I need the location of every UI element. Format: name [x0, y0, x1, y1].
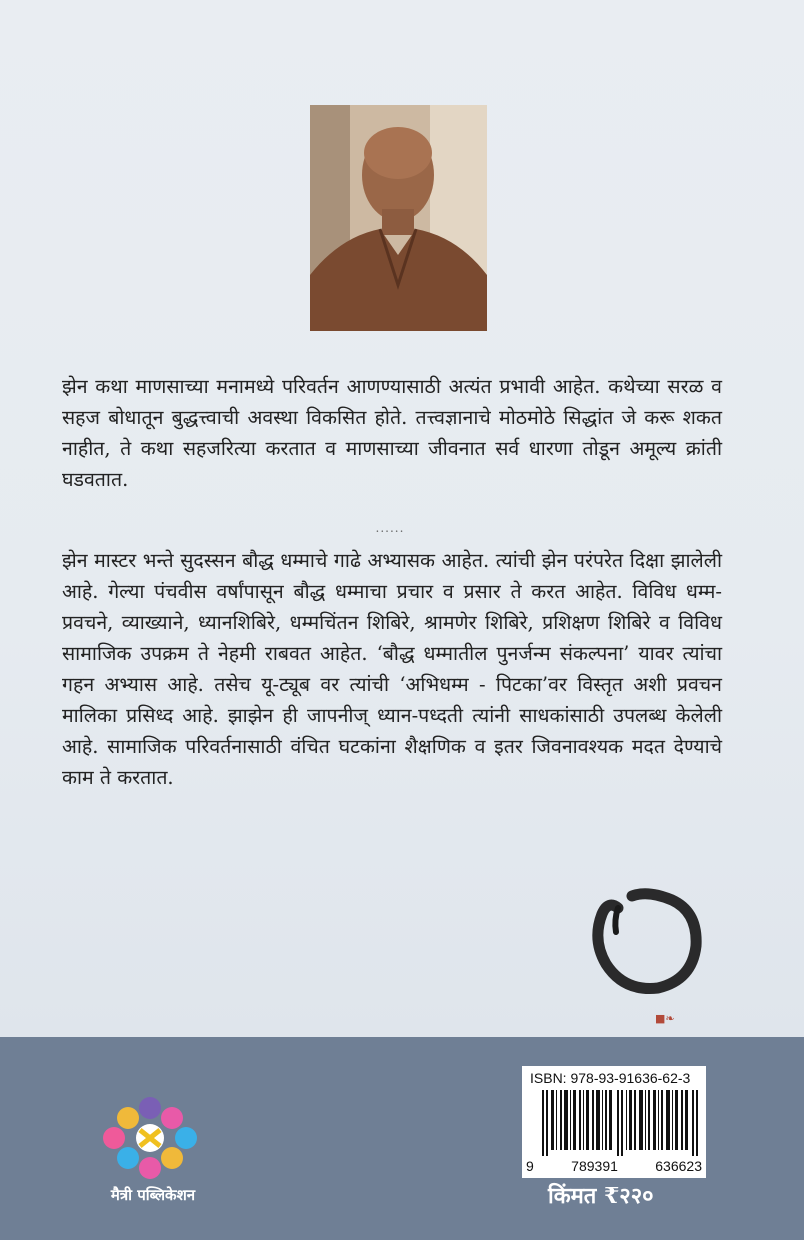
barcode-digits — [526, 1158, 702, 1174]
barcode-digit-prefix: 9 — [526, 1158, 534, 1174]
enso-brush-circle-icon — [588, 880, 708, 1000]
author-photo-illustration — [310, 105, 487, 331]
publisher-logo-icon — [96, 1094, 204, 1182]
price-label: किंमत ₹२२० — [548, 1183, 654, 1209]
section-separator: ...... — [375, 521, 405, 535]
barcode-icon — [542, 1090, 700, 1156]
description-paragraph-1: झेन कथा माणसाच्या मनामध्ये परिवर्तन आणण्यासाठी अत्यंत प्रभावी आहेत. कथेच्या सरळ व सहज बोधातून बुद्धत्त्वाची अवस्था विकसित होते. तत्त्वज्ञानाचे मोठमोठे सिद्धांत जे करू शकत नाहीत, ते कथा सहजरित्या करतात व माणसाच्या जीवनात सर्व धारणा तोडून अमूल्य क्रांती घडवतात. — [62, 375, 722, 491]
isbn-label: ISBN: 978-93-91636-62-3 — [530, 1070, 691, 1086]
isbn-barcode-box — [522, 1066, 706, 1178]
artist-seal-icon: ■❧ — [655, 1012, 675, 1025]
barcode-digit-group-2: 636623 — [655, 1158, 702, 1174]
barcode-digit-group-1: 789391 — [571, 1158, 618, 1174]
author-bio-paragraph: झेन मास्टर भन्ते सुदस्सन बौद्ध धम्माचे गाढे अभ्यासक आहेत. त्यांची झेन परंपरेत दिक्षा झालेली आहे. गेल्या पंचवीस वर्षांपासून बौद्ध धम्माचा प्रचार व प्रसार ते करत आहेत. विविध धम्म-प्रवचने, व्याख्याने, ध्यानशिबिरे, धम्मचिंतन शिबिरे, श्रामणेर शिबिरे, प्रशिक्षण शिबिरे व विविध सामाजिक उपक्रम ते नेहमी राबवत आहेत. ‘बौद्ध धम्मातील पुनर्जन्म संकल्पना’ यावर त्यांचा गहन अभ्यास आहे. तसेच यू-ट्यूब वर त्यांची ‘अभिधम्म - पिटका’वर विस्तृत अशी प्रवचन मालिका प्रसिध्द आहे. झाझेन ही जापनीज् ध्यान-पध्दती त्यांनी साधकांसाठी उपलब्ध केलेली आहे. सामाजिक परिवर्तनासाठी वंचित घटकांना शैक्षणिक व इतर जिवनावश्यक मदत देण्याचे काम ते करतात. — [62, 549, 722, 789]
author-photo — [310, 105, 487, 331]
publisher-name: मैत्री पब्लिकेशन — [110, 1186, 196, 1204]
